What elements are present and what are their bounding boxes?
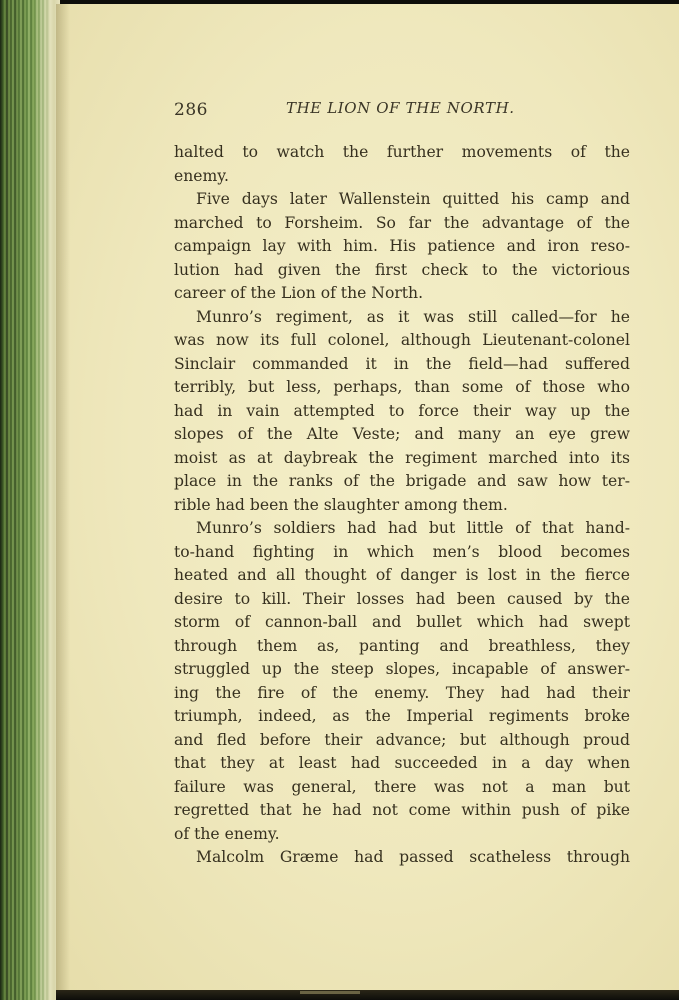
running-head xyxy=(174,98,630,122)
text-line: Five days later Wallenstein quitted his camp and xyxy=(196,190,630,208)
text-line: heated and all thought of danger is lost in the fierce xyxy=(174,566,630,584)
text-line: through them as, panting and breathless, they xyxy=(174,636,630,655)
text-line: struggled up the steep slopes, incapable of answer- xyxy=(174,660,630,678)
text-line: Sinclair commanded it in the field—had suffered xyxy=(174,354,630,373)
text-line: slopes of the Alte Veste; and many an eye grew xyxy=(174,425,630,443)
page-number: 286 xyxy=(174,100,208,120)
text-line: storm of cannon-ball and bullet which had swept xyxy=(174,613,630,631)
text-line: moist as at daybreak the regiment marched into its xyxy=(174,448,630,467)
text-line: ing the fire of the enemy. They had had their xyxy=(174,683,630,702)
text-line: Munro’s regiment, as it was still called—for he xyxy=(196,307,630,326)
text-line: had in vain attempted to force their way up the xyxy=(174,401,630,420)
text-line: Malcolm Græme had passed scatheless through xyxy=(196,848,630,866)
text-line: of the enemy. xyxy=(174,824,280,843)
book-spine-page-edges xyxy=(0,0,60,1000)
text-line: lution had given the first check to the victorious xyxy=(174,260,630,279)
text-line: rible had been the slaughter among them. xyxy=(174,495,508,514)
text-line: halted to watch the further movements of the xyxy=(174,143,630,161)
text-line: and fled before their advance; but although proud xyxy=(174,730,630,749)
text-line: triumph, indeed, as the Imperial regiments broke xyxy=(174,707,630,725)
text-line: that they at least had succeeded in a day when xyxy=(174,754,630,772)
text-line: place in the ranks of the brigade and saw how ter- xyxy=(174,472,630,490)
text-line: campaign lay with him. His patience and iron reso- xyxy=(174,237,630,255)
text-line: to-hand fighting in which men’s blood becomes xyxy=(174,542,630,561)
gutter-shadow xyxy=(56,4,70,992)
text-line: regretted that he had not come within push of pike xyxy=(174,801,630,819)
text-line: desire to kill. Their losses had been caused by the xyxy=(174,589,630,608)
text-line: career of the Lion of the North. xyxy=(174,284,424,302)
body-text xyxy=(174,141,630,870)
text-line: Munro’s soldiers had had but little of that hand- xyxy=(196,519,630,537)
bottom-edge-mark xyxy=(300,991,360,994)
text-line: terribly, but less, perhaps, than some of those who xyxy=(174,378,630,396)
text-line: was now its full colonel, although Lieutenant-colonel xyxy=(174,331,630,349)
text-line: failure was general, there was not a man but xyxy=(174,777,630,796)
page-bottom-edge xyxy=(56,990,679,1000)
text-line: enemy. xyxy=(174,166,229,185)
running-title: THE LION OF THE NORTH. xyxy=(286,99,515,117)
text-line: marched to Forsheim. So far the advantage of the xyxy=(174,213,630,232)
